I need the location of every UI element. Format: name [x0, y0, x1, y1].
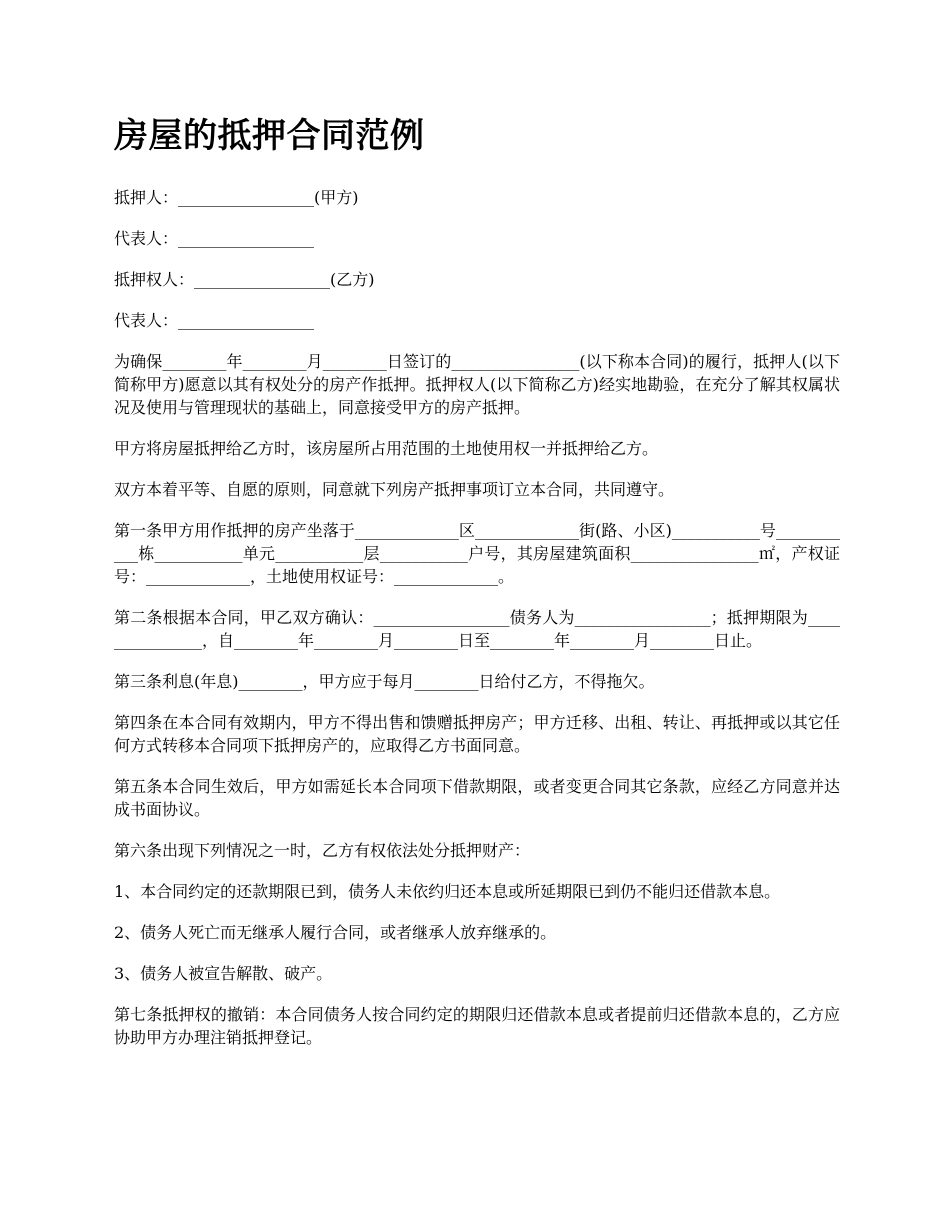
mortgagor-representative-line: 代表人：_________________ [114, 229, 315, 248]
mortgagor-line: 抵押人：_________________(甲方) [114, 188, 359, 207]
document-title: 房屋的抵押合同范例 [114, 116, 425, 156]
article-3: 第三条利息(年息)________，甲方应于每月________日给付乙方，不得拖欠。 [114, 672, 655, 691]
article-5: 第五条本合同生效后，甲方如需延长本合同项下借款期限，或者变更合同其它条款，应经乙方同意并达成书面协议。 [114, 777, 840, 819]
article-2: 第二条根据本合同，甲乙双方确认：_________________债务人为_________________；抵押期限为_______________，自________年________月________日至________年________月________日止。 [114, 608, 840, 650]
article-4: 第四条在本合同有效期内，甲方不得出售和馈赠抵押房产；甲方迁移、出租、转让、再抵押或以其它任何方式转移本合同项下抵押房产的，应取得乙方书面同意。 [114, 713, 840, 755]
article-7: 第七条抵押权的撤销：本合同债务人按合同约定的期限归还借款本息或者提前归还借款本息的，乙方应协助甲方办理注销抵押登记。 [114, 1005, 840, 1047]
article-1: 第一条甲方用作抵押的房产坐落于_____________区_____________街(路、小区)___________号___________栋___________单元___________层___________户号，其房屋建筑面积________________㎡，产权证号：_____________，土地使用权证号：_____________。 [114, 521, 840, 586]
land-use-paragraph: 甲方将房屋抵押给乙方时，该房屋所占用范围的土地使用权一并抵押给乙方。 [114, 439, 659, 458]
article-6-item-3: 3、债务人被宣告解散、破产。 [114, 964, 333, 983]
article-6: 第六条出现下列情况之一时，乙方有权依法处分抵押财产： [114, 841, 531, 860]
article-6-item-2: 2、债务人死亡而无继承人履行合同，或者继承人放弃继承的。 [114, 923, 557, 942]
article-6-item-1: 1、本合同约定的还款期限已到，债务人未依约归还本息或所延期限已到仍不能归还借款本息。 [114, 882, 781, 901]
document-page [114, 112, 840, 1067]
mortgagee-line: 抵押权人：_________________(乙方) [114, 270, 375, 289]
preamble-paragraph: 为确保________年________月________日签订的________________(以下称本合同)的履行，抵押人(以下简称甲方)愿意以其有权处分的房产作抵押。抵押权人(以下简称乙方)经实地勘验，在充分了解其权属状况及使用与管理现状的基础上，同意接受甲方的房产抵押。 [114, 352, 840, 417]
mortgagee-representative-line: 代表人：_________________ [114, 311, 315, 330]
principle-paragraph: 双方本着平等、自愿的原则，同意就下列房产抵押事项订立本合同，共同遵守。 [114, 480, 675, 499]
